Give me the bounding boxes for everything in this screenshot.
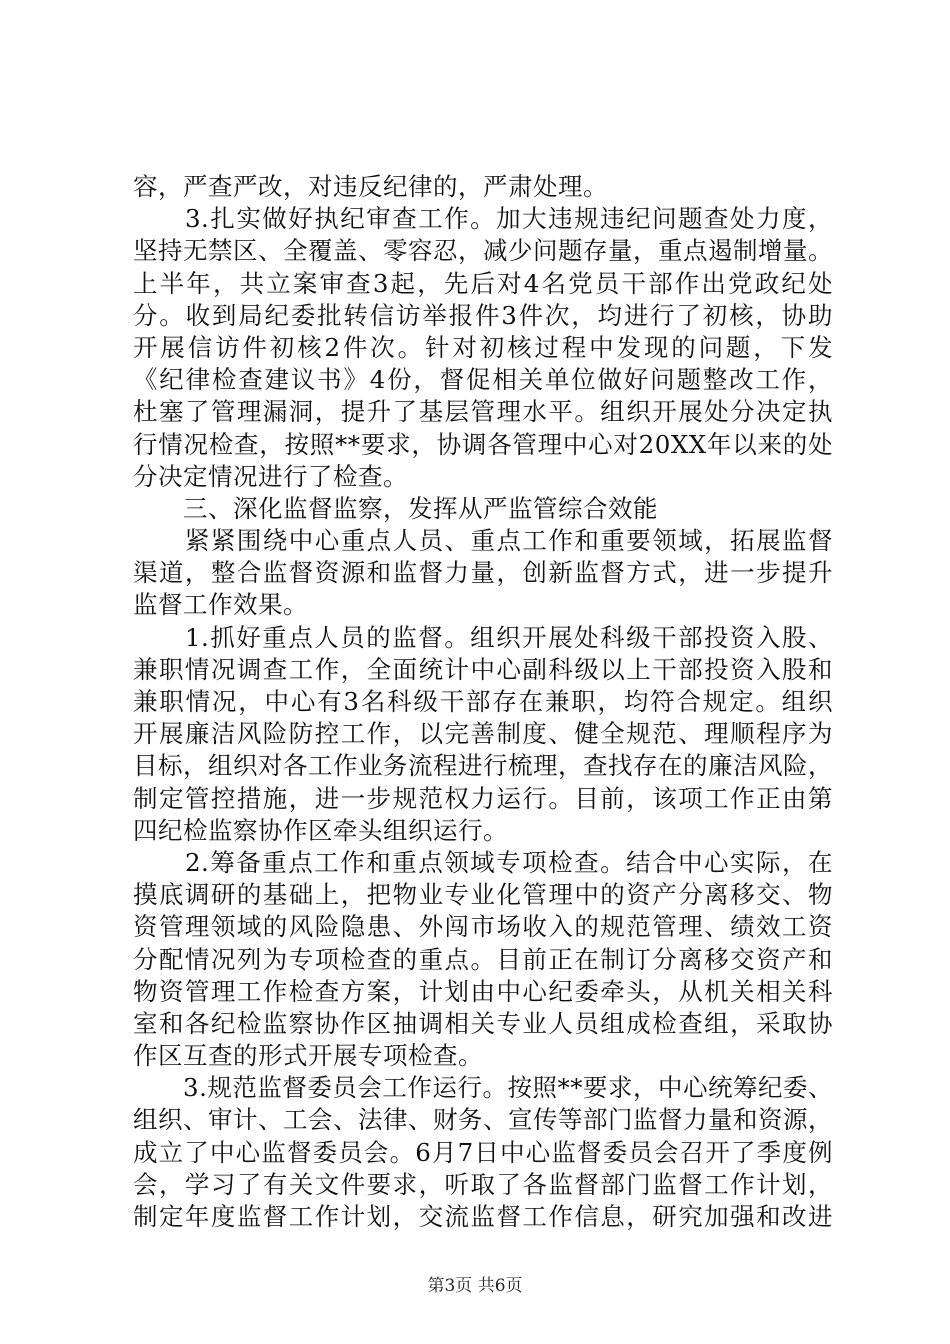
text-line: 制定年度监督工作计划，交流监督工作信息，研究加强和改进 bbox=[133, 1202, 833, 1231]
text-line: 兼职情况调查工作，全面统计中心副科级以上干部投资入股和 bbox=[133, 654, 833, 684]
text-line: 开展廉洁风险防控工作，以完善制度、健全规范、理顺程序为 bbox=[133, 719, 833, 749]
text-line: 监督工作效果。 bbox=[133, 590, 308, 620]
text-line: 紧紧围绕中心重点人员、重点工作和重要领域，拓展监督 bbox=[133, 526, 833, 556]
text-line: 三、深化监督监察，发挥从严监管综合效能 bbox=[133, 493, 658, 523]
text-line: 上半年，共立案审查3起，先后对4名党员干部作出党政纪处 bbox=[133, 268, 833, 298]
text-line: 容，严查严改，对违反纪律的，严肃处理。 bbox=[133, 172, 608, 201]
text-line: 目标，组织对各工作业务流程进行梳理，查找存在的廉洁风险， bbox=[133, 751, 833, 781]
text-line: 作区互查的形式开展专项检查。 bbox=[133, 1041, 483, 1071]
text-line: 3.规范监督委员会工作运行。按照**要求，中心统筹纪委、 bbox=[133, 1073, 833, 1103]
text-line: 资管理领域的风险隐患、外闯市场收入的规范管理、绩效工资 bbox=[133, 912, 833, 942]
text-line: 分。收到局纪委批转信访举报件3件次，均进行了初核，协助 bbox=[133, 300, 833, 330]
text-line: 2.筹备重点工作和重点领域专项检查。结合中心实际，在 bbox=[133, 847, 833, 877]
text-line: 杜塞了管理漏洞，提升了基层管理水平。组织开展处分决定执 bbox=[133, 397, 833, 427]
text-line: 兼职情况，中心有3名科级干部存在兼职，均符合规定。组织 bbox=[133, 687, 833, 716]
text-line: 行情况检查，按照**要求，协调各管理中心对20XX年以来的处 bbox=[133, 429, 833, 459]
text-line: 物资管理工作检查方案，计划由中心纪委牵头，从机关相关科 bbox=[133, 976, 833, 1006]
text-line: 渠道，整合监督资源和监督力量，创新监督方式，进一步提升 bbox=[133, 558, 833, 588]
page-footer: 第3页 共6页 bbox=[427, 1276, 523, 1296]
document-body bbox=[133, 171, 833, 1233]
text-line: 3.扎实做好执纪审查工作。加大违规违纪问题查处力度， bbox=[133, 204, 833, 234]
text-line: 组织、审计、工会、法律、财务、宣传等部门监督力量和资源， bbox=[133, 1105, 833, 1135]
text-line: 开展信访件初核2件次。针对初核过程中发现的问题，下发 bbox=[133, 332, 833, 362]
text-line: 《纪律检查建议书》4份，督促相关单位做好问题整改工作， bbox=[133, 365, 833, 395]
text-line: 摸底调研的基础上，把物业专业化管理中的资产分离移交、物 bbox=[133, 880, 833, 910]
text-line: 室和各纪检监察协作区抽调相关专业人员组成检查组，采取协 bbox=[133, 1008, 833, 1038]
text-line: 坚持无禁区、全覆盖、零容忍，减少问题存量，重点遏制增量。 bbox=[133, 236, 833, 266]
text-line: 制定管控措施，进一步规范权力运行。目前，该项工作正由第 bbox=[133, 783, 833, 813]
text-line: 四纪检监察协作区牵头组织运行。 bbox=[133, 815, 508, 845]
text-line: 分决定情况进行了检查。 bbox=[133, 461, 408, 491]
text-line: 1.抓好重点人员的监督。组织开展处科级干部投资入股、 bbox=[133, 622, 833, 652]
text-line: 会，学习了有关文件要求，听取了各监督部门监督工作计划， bbox=[133, 1169, 833, 1199]
text-line: 分配情况列为专项检查的重点。目前正在制订分离移交资产和 bbox=[133, 944, 833, 974]
text-line: 成立了中心监督委员会。6月7日中心监督委员会召开了季度例 bbox=[133, 1137, 833, 1167]
